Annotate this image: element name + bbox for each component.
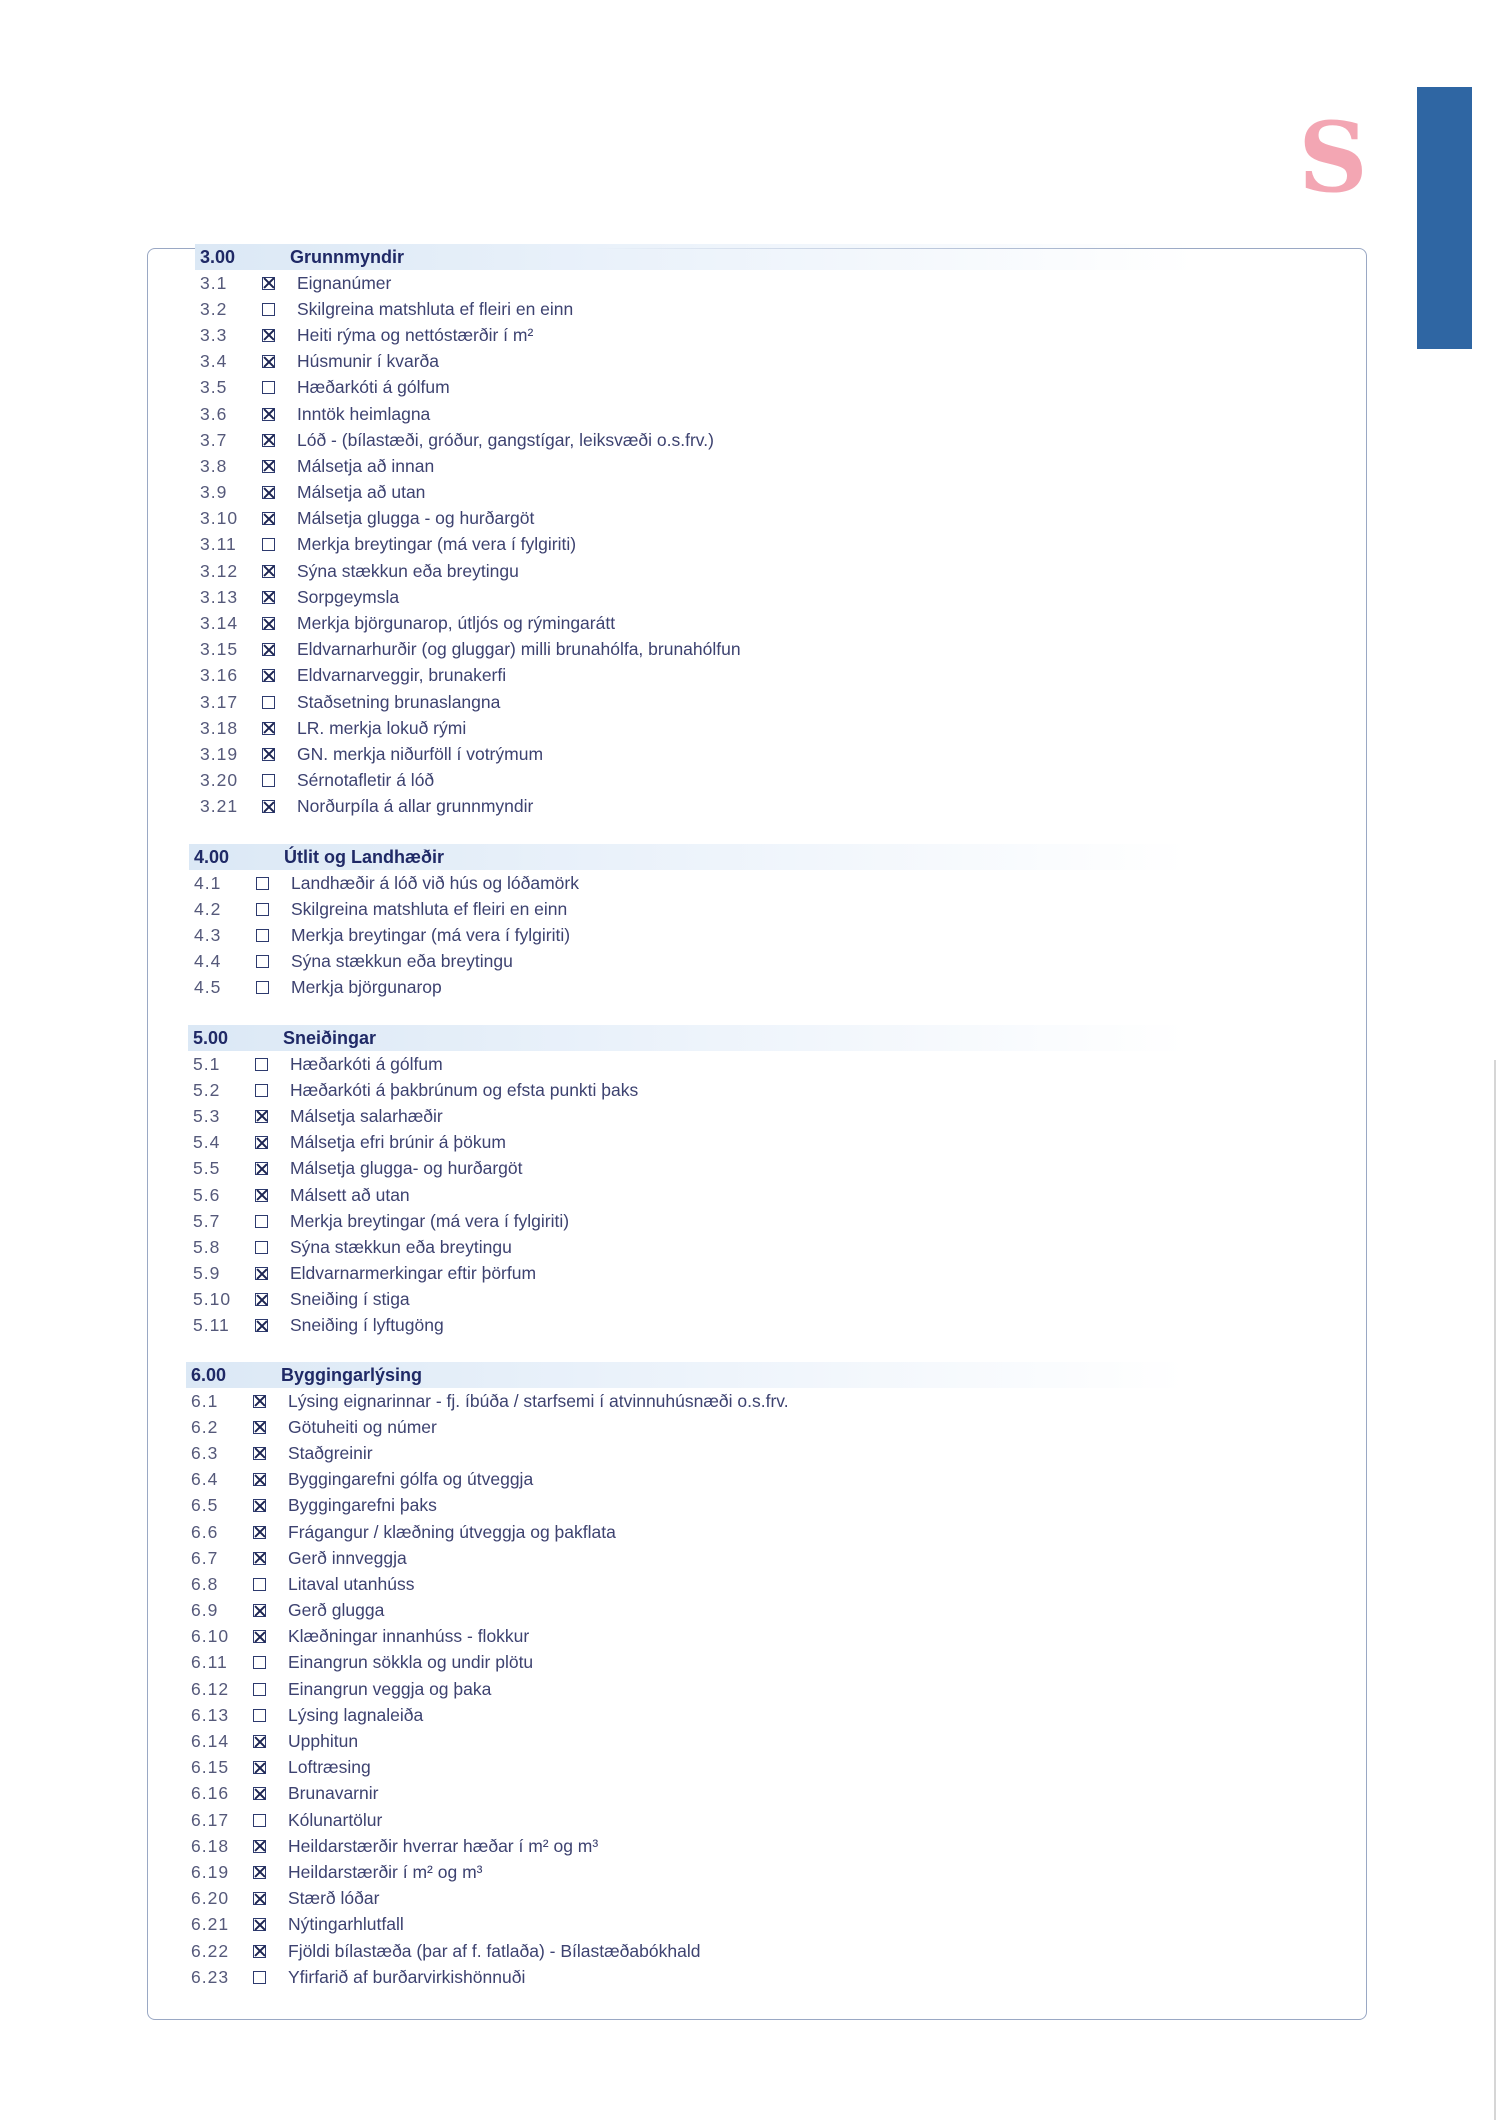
item-number: 6.12 (191, 1678, 230, 1699)
empty-checkbox[interactable] (255, 1215, 268, 1228)
checked-checkbox[interactable] (253, 1552, 266, 1565)
section-4-00 (189, 844, 1189, 1001)
item-number: 6.2 (191, 1416, 219, 1437)
empty-checkbox[interactable] (253, 1656, 266, 1669)
checked-checkbox[interactable] (262, 748, 275, 761)
item-number: 4.1 (194, 872, 222, 893)
checklist-item (195, 453, 1195, 479)
item-number: 6.22 (191, 1940, 230, 1961)
checked-checkbox[interactable] (253, 1866, 266, 1879)
section-title: Grunnmyndir (290, 246, 405, 267)
item-number: 5.4 (193, 1132, 221, 1153)
item-number: 6.4 (191, 1469, 219, 1490)
empty-checkbox[interactable] (256, 903, 269, 916)
checklist-item (195, 401, 1195, 427)
checked-checkbox[interactable] (253, 1918, 266, 1931)
checklist-item (186, 1964, 1186, 1990)
checklist-item (188, 1182, 1188, 1208)
item-label: Landhæðir á lóð við hús og lóðamörk (291, 872, 579, 893)
checklist-item (188, 1261, 1188, 1287)
checklist-item (186, 1781, 1186, 1807)
checked-checkbox[interactable] (253, 1526, 266, 1539)
section-heading (189, 844, 1189, 870)
checked-checkbox[interactable] (255, 1162, 268, 1175)
checked-checkbox[interactable] (262, 591, 275, 604)
item-label: Klæðningar innanhúss - flokkur (288, 1626, 530, 1647)
item-number: 3.18 (200, 717, 239, 738)
item-label: Málsetja að utan (297, 482, 426, 503)
item-number: 3.21 (200, 796, 239, 817)
section-number: 5.00 (193, 1027, 229, 1048)
item-number: 6.23 (191, 1966, 230, 1987)
checked-checkbox[interactable] (262, 355, 275, 368)
checked-checkbox[interactable] (262, 643, 275, 656)
section-6-00 (186, 1362, 1186, 1990)
item-label: Upphitun (288, 1731, 359, 1752)
checklist-item (195, 506, 1195, 532)
checked-checkbox[interactable] (255, 1110, 268, 1123)
checked-checkbox[interactable] (253, 1604, 266, 1617)
checklist-item (195, 322, 1195, 348)
item-label: Einangrun veggja og þaka (288, 1678, 492, 1699)
section-number: 3.00 (200, 246, 236, 267)
item-number: 5.9 (193, 1263, 221, 1284)
item-label: Götuheiti og númer (288, 1416, 437, 1437)
item-number: 6.8 (191, 1573, 219, 1594)
empty-checkbox[interactable] (262, 538, 275, 551)
item-label: Frágangur / klæðning útveggja og þakflata (288, 1521, 616, 1542)
item-number: 5.6 (193, 1184, 221, 1205)
checked-checkbox[interactable] (255, 1293, 268, 1306)
section-title: Útlit og Landhæðir (284, 846, 444, 867)
checked-checkbox[interactable] (262, 565, 275, 578)
checklist-item (186, 1519, 1186, 1545)
item-label: Sorpgeymsla (297, 586, 400, 607)
checklist-item (195, 637, 1195, 663)
item-label: Loftræsing (288, 1757, 371, 1778)
section-number: 6.00 (191, 1364, 227, 1385)
item-number: 4.3 (194, 924, 222, 945)
section-heading (186, 1362, 1186, 1388)
item-label: Lýsing eignarinnar - fj. íbúða / starfsemi í atvinnuhúsnæði o.s.frv. (288, 1390, 789, 1411)
item-number: 6.16 (191, 1783, 230, 1804)
checklist-item (186, 1598, 1186, 1624)
checklist-item (195, 584, 1195, 610)
item-number: 3.17 (200, 691, 239, 712)
checked-checkbox[interactable] (262, 617, 275, 630)
checklist-item (195, 296, 1195, 322)
item-label: Merkja breytingar (má vera í fylgiriti) (290, 1210, 570, 1231)
item-number: 6.6 (191, 1521, 219, 1542)
item-number: 6.9 (191, 1600, 219, 1621)
checklist-item (186, 1676, 1186, 1702)
item-number: 3.4 (200, 351, 228, 372)
item-label: Eignanúmer (297, 272, 392, 293)
item-label: Norðurpíla á allar grunnmyndir (297, 796, 534, 817)
item-number: 5.8 (193, 1236, 221, 1257)
item-label: GN. merkja niðurföll í votrýmum (297, 743, 544, 764)
checked-checkbox[interactable] (253, 1735, 266, 1748)
item-label: Heildarstærðir í m² og m³ (288, 1861, 483, 1882)
checklist-item (186, 1571, 1186, 1597)
item-number: 3.8 (200, 455, 228, 476)
item-label: Byggingarefni þaks (288, 1495, 437, 1516)
item-number: 6.10 (191, 1626, 230, 1647)
checked-checkbox[interactable] (253, 1945, 266, 1958)
checked-checkbox[interactable] (255, 1136, 268, 1149)
checklist-item (195, 741, 1195, 767)
item-label: Eldvarnarmerkingar eftir þörfum (290, 1263, 537, 1284)
item-label: Sneiðing í stiga (290, 1289, 410, 1310)
item-label: Málsetja glugga- og hurðargöt (290, 1158, 523, 1179)
checklist-item (186, 1414, 1186, 1440)
checklist-item (195, 480, 1195, 506)
section-title: Byggingarlýsing (281, 1364, 423, 1385)
empty-checkbox[interactable] (262, 381, 275, 394)
section-5-00 (188, 1025, 1188, 1339)
item-label: Brunavarnir (288, 1783, 379, 1804)
checked-checkbox[interactable] (253, 1892, 266, 1905)
item-label: Hæðarkóti á gólfum (290, 1053, 443, 1074)
checklist-item (189, 949, 1189, 975)
item-label: Málsetja að innan (297, 455, 435, 476)
checklist-item (195, 532, 1195, 558)
checklist-item (195, 270, 1195, 296)
item-number: 3.1 (200, 272, 228, 293)
empty-checkbox[interactable] (255, 1084, 268, 1097)
item-label: Litaval utanhúss (288, 1573, 415, 1594)
checklist-item (186, 1467, 1186, 1493)
empty-checkbox[interactable] (262, 696, 275, 709)
item-label: Staðgreinir (288, 1442, 373, 1463)
item-label: Einangrun sökkla og undir plötu (288, 1652, 534, 1673)
item-number: 3.7 (200, 429, 228, 450)
checklist-item (186, 1388, 1186, 1414)
item-label: Heiti rýma og nettóstærðir í m² (297, 324, 534, 345)
section-3-00 (195, 244, 1195, 820)
item-number: 6.18 (191, 1835, 230, 1856)
checked-checkbox[interactable] (253, 1473, 266, 1486)
item-label: Fjöldi bílastæða (þar af f. fatlaða) - Bílastæðabókhald (288, 1940, 701, 1961)
item-number: 3.16 (200, 665, 239, 686)
checklist-item (186, 1624, 1186, 1650)
item-label: Kólunartölur (288, 1809, 383, 1830)
logo: S (1298, 101, 1368, 214)
item-number: 6.20 (191, 1888, 230, 1909)
checked-checkbox[interactable] (253, 1499, 266, 1512)
item-number: 6.15 (191, 1757, 230, 1778)
checklist-item (188, 1208, 1188, 1234)
checklist-item (186, 1650, 1186, 1676)
item-number: 3.12 (200, 560, 239, 581)
item-number: 5.3 (193, 1105, 221, 1126)
checked-checkbox[interactable] (262, 460, 275, 473)
section-title: Sneiðingar (283, 1027, 377, 1048)
checked-checkbox[interactable] (253, 1630, 266, 1643)
accent-side-bar (1417, 87, 1472, 349)
item-number: 5.7 (193, 1210, 221, 1231)
item-number: 3.3 (200, 324, 228, 345)
item-label: Húsmunir í kvarða (297, 351, 439, 372)
item-label: Merkja breytingar (má vera í fylgiriti) (297, 534, 577, 555)
item-number: 3.6 (200, 403, 228, 424)
item-label: Gerð innveggja (288, 1547, 407, 1568)
checklist-item (188, 1130, 1188, 1156)
item-label: Yfirfarið af burðarvirkishönnuði (288, 1966, 526, 1987)
checked-checkbox[interactable] (255, 1189, 268, 1202)
checklist-item (186, 1702, 1186, 1728)
checked-checkbox[interactable] (253, 1395, 266, 1408)
item-number: 6.3 (191, 1442, 219, 1463)
item-number: 6.11 (191, 1652, 228, 1673)
item-label: Lóð - (bílastæði, gróður, gangstígar, leiksvæði o.s.frv.) (297, 429, 714, 450)
checked-checkbox[interactable] (253, 1447, 266, 1460)
item-label: LR. merkja lokuð rými (297, 717, 467, 738)
item-number: 3.19 (200, 743, 239, 764)
checklist-item (186, 1440, 1186, 1466)
checklist-item (188, 1156, 1188, 1182)
item-number: 5.11 (193, 1315, 230, 1336)
checked-checkbox[interactable] (253, 1840, 266, 1853)
item-number: 5.1 (193, 1053, 221, 1074)
item-number: 3.2 (200, 298, 228, 319)
checklist-item (186, 1938, 1186, 1964)
checklist-item (189, 870, 1189, 896)
checked-checkbox[interactable] (262, 408, 275, 421)
empty-checkbox[interactable] (253, 1971, 266, 1984)
item-number: 6.1 (191, 1390, 219, 1411)
item-number: 3.14 (200, 613, 239, 634)
item-label: Hæðarkóti á þakbrúnum og efsta punkti þaks (290, 1079, 639, 1100)
item-number: 5.5 (193, 1158, 221, 1179)
item-label: Málsetja salarhæðir (290, 1105, 443, 1126)
checklist-item (186, 1728, 1186, 1754)
empty-checkbox[interactable] (255, 1058, 268, 1071)
item-number: 4.4 (194, 951, 222, 972)
item-label: Hæðarkóti á gólfum (297, 377, 450, 398)
checklist-item (195, 663, 1195, 689)
item-label: Eldvarnarveggir, brunakerfi (297, 665, 507, 686)
checklist-item (195, 375, 1195, 401)
checklist-item (195, 349, 1195, 375)
checklist-item (186, 1833, 1186, 1859)
checklist-item (189, 896, 1189, 922)
item-number: 3.5 (200, 377, 228, 398)
checklist-item (188, 1077, 1188, 1103)
item-number: 4.5 (194, 977, 222, 998)
item-label: Stærð lóðar (288, 1888, 380, 1909)
checklist-item (186, 1912, 1186, 1938)
empty-checkbox[interactable] (256, 981, 269, 994)
item-number: 6.13 (191, 1704, 230, 1725)
item-number: 6.5 (191, 1495, 219, 1516)
checklist-item (189, 922, 1189, 948)
item-label: Sýna stækkun eða breytingu (291, 951, 513, 972)
empty-checkbox[interactable] (253, 1578, 266, 1591)
item-number: 6.21 (191, 1914, 230, 1935)
item-label: Inntök heimlagna (297, 403, 431, 424)
item-label: Sneiðing í lyftugöng (290, 1315, 444, 1336)
section-number: 4.00 (194, 846, 230, 867)
checklist-item (186, 1807, 1186, 1833)
checked-checkbox[interactable] (262, 669, 275, 682)
checked-checkbox[interactable] (262, 800, 275, 813)
checklist-item (195, 715, 1195, 741)
item-number: 5.2 (193, 1079, 221, 1100)
empty-checkbox[interactable] (255, 1241, 268, 1254)
checklist-item (188, 1313, 1188, 1339)
item-number: 5.10 (193, 1289, 232, 1310)
checked-checkbox[interactable] (262, 486, 275, 499)
item-label: Sýna stækkun eða breytingu (297, 560, 519, 581)
item-label: Málsetja efri brúnir á þökum (290, 1132, 506, 1153)
checklist-item (188, 1287, 1188, 1313)
checked-checkbox[interactable] (255, 1267, 268, 1280)
checklist-item (188, 1103, 1188, 1129)
item-number: 6.17 (191, 1809, 230, 1830)
checklist-item (195, 768, 1195, 794)
empty-checkbox[interactable] (253, 1814, 266, 1827)
page-edge-line (1494, 1060, 1496, 2120)
section-heading (195, 244, 1195, 270)
item-label: Sérnotafletir á lóð (297, 770, 435, 791)
item-label: Lýsing lagnaleiða (288, 1704, 424, 1725)
item-number: 3.11 (200, 534, 237, 555)
checklist-item (195, 794, 1195, 820)
checked-checkbox[interactable] (262, 434, 275, 447)
checklist-item (186, 1859, 1186, 1885)
item-number: 3.13 (200, 586, 239, 607)
item-number: 4.2 (194, 898, 222, 919)
item-number: 3.15 (200, 639, 239, 660)
checklist-item (186, 1886, 1186, 1912)
checklist-item (186, 1545, 1186, 1571)
item-label: Merkja björgunarop, útljós og rýmingarátt (297, 613, 616, 634)
item-label: Merkja björgunarop (291, 977, 442, 998)
section-heading (188, 1025, 1188, 1051)
checked-checkbox[interactable] (253, 1787, 266, 1800)
checklist-item (188, 1234, 1188, 1260)
item-label: Skilgreina matshluta ef fleiri en einn (291, 898, 568, 919)
item-label: Merkja breytingar (má vera í fylgiriti) (291, 924, 571, 945)
checklist-item (195, 558, 1195, 584)
checklist-item (188, 1051, 1188, 1077)
item-number: 3.9 (200, 482, 228, 503)
item-number: 3.10 (200, 508, 239, 529)
item-number: 3.20 (200, 770, 239, 791)
empty-checkbox[interactable] (262, 774, 275, 787)
checked-checkbox[interactable] (262, 512, 275, 525)
item-label: Staðsetning brunaslangna (297, 691, 501, 712)
checklist-item (186, 1493, 1186, 1519)
item-label: Eldvarnarhurðir (og gluggar) milli brunahólfa, brunahólfun (297, 639, 741, 660)
empty-checkbox[interactable] (253, 1709, 266, 1722)
checked-checkbox[interactable] (262, 277, 275, 290)
checklist-item (195, 427, 1195, 453)
empty-checkbox[interactable] (253, 1683, 266, 1696)
item-number: 6.7 (191, 1547, 219, 1568)
item-label: Nýtingarhlutfall (288, 1914, 404, 1935)
empty-checkbox[interactable] (262, 303, 275, 316)
checklist-item (195, 610, 1195, 636)
checked-checkbox[interactable] (255, 1319, 268, 1332)
checked-checkbox[interactable] (262, 722, 275, 735)
empty-checkbox[interactable] (256, 877, 269, 890)
item-label: Sýna stækkun eða breytingu (290, 1236, 512, 1257)
item-number: 6.14 (191, 1731, 230, 1752)
checked-checkbox[interactable] (262, 329, 275, 342)
empty-checkbox[interactable] (256, 955, 269, 968)
item-label: Málsett að utan (290, 1184, 410, 1205)
checklist-item (195, 689, 1195, 715)
checked-checkbox[interactable] (253, 1421, 266, 1434)
item-label: Gerð glugga (288, 1600, 385, 1621)
item-label: Málsetja glugga - og hurðargöt (297, 508, 535, 529)
item-number: 6.19 (191, 1861, 230, 1882)
item-label: Byggingarefni gólfa og útveggja (288, 1469, 534, 1490)
item-label: Heildarstærðir hverrar hæðar í m² og m³ (288, 1835, 599, 1856)
checklist-item (186, 1755, 1186, 1781)
checked-checkbox[interactable] (253, 1761, 266, 1774)
checklist-item (189, 975, 1189, 1001)
item-label: Skilgreina matshluta ef fleiri en einn (297, 298, 574, 319)
empty-checkbox[interactable] (256, 929, 269, 942)
